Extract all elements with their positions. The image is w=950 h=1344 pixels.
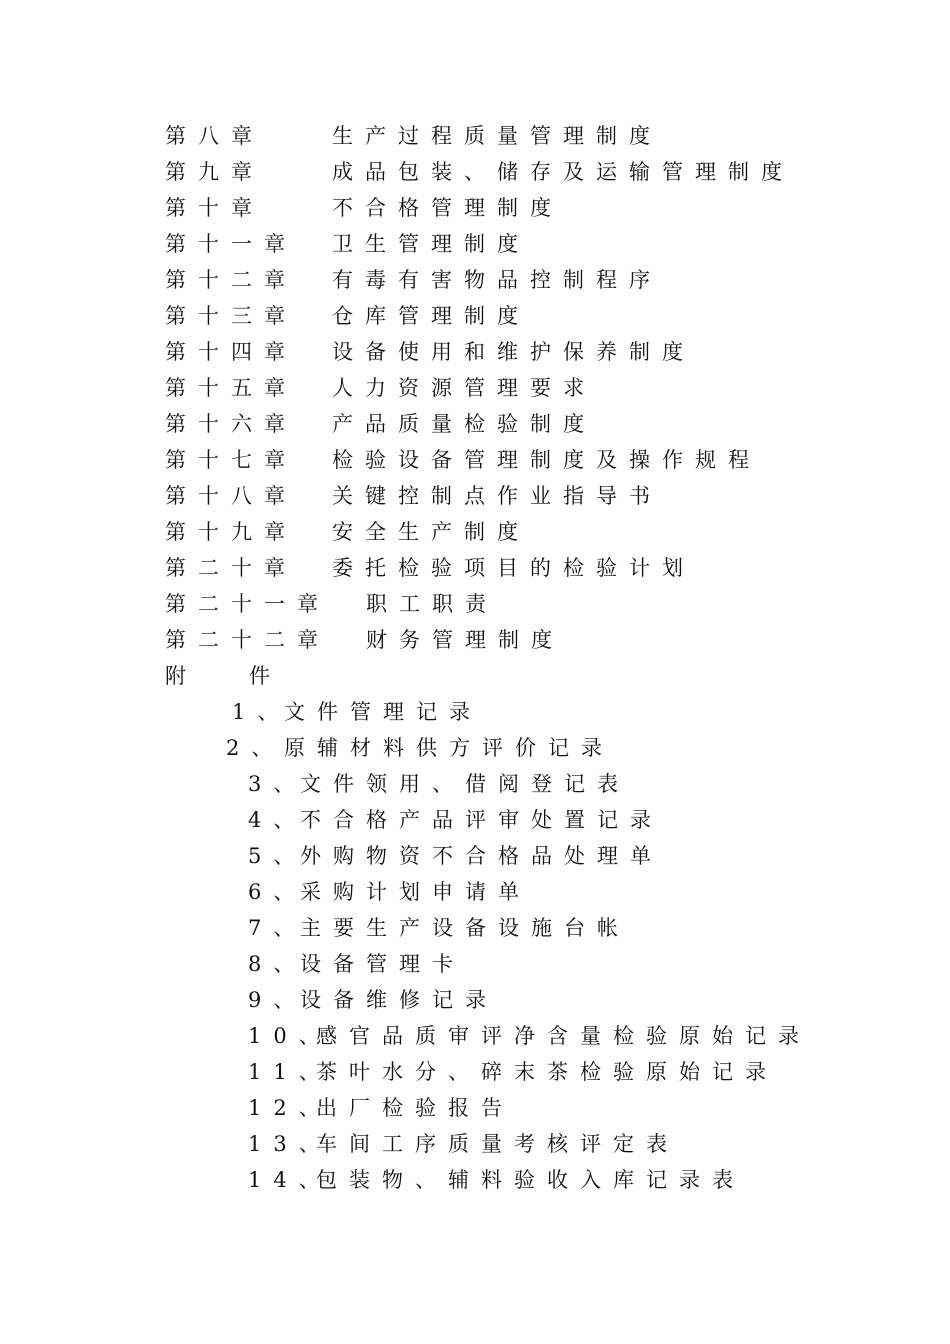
- chapter-title: 成品包装、储存及运输管理制度: [332, 160, 794, 184]
- chapter-title: 委托检验项目的检验计划: [332, 556, 695, 580]
- appendix-item-title: 文件管理记录: [284, 700, 482, 724]
- appendix-item-title: 出厂检验报告: [316, 1096, 514, 1120]
- chapter-title: 安全生产制度: [332, 520, 530, 544]
- appendix-item-title: 原辅材料供方评价记录: [284, 736, 614, 760]
- chapter-title: 设备使用和维护保养制度: [332, 340, 695, 364]
- appendix-item-number: 2、: [226, 736, 285, 760]
- chapter-number: 第十二章: [165, 268, 297, 292]
- appendix-item-number: 1、: [232, 700, 291, 724]
- appendix-heading-char: 附: [165, 664, 198, 688]
- appendix-item-number: 4、: [248, 808, 307, 832]
- appendix-item-title: 包装物、辅料验收入库记录表: [316, 1168, 745, 1192]
- appendix-heading-char: 件: [249, 664, 282, 688]
- chapter-number: 第二十一章: [165, 592, 330, 616]
- appendix-item-title: 外购物资不合格品处理单: [300, 844, 663, 868]
- chapter-number: 第十八章: [165, 484, 297, 508]
- chapter-title: 关键控制点作业指导书: [332, 484, 662, 508]
- chapter-number: 第十章: [165, 196, 264, 220]
- chapter-title: 产品质量检验制度: [332, 412, 596, 436]
- chapter-number: 第九章: [165, 160, 264, 184]
- appendix-item-number: 12、: [248, 1096, 332, 1120]
- appendix-item-number: 7、: [248, 916, 307, 940]
- chapter-number: 第八章: [165, 124, 264, 148]
- appendix-item-title: 主要生产设备设施台帐: [300, 916, 630, 940]
- chapter-number: 第十七章: [165, 448, 297, 472]
- chapter-title: 生产过程质量管理制度: [332, 124, 662, 148]
- appendix-item-number: 8、: [248, 952, 307, 976]
- chapter-title: 财务管理制度: [366, 628, 564, 652]
- appendix-item-number: 3、: [248, 772, 307, 796]
- appendix-item-title: 设备维修记录: [300, 988, 498, 1012]
- chapter-title: 人力资源管理要求: [332, 376, 596, 400]
- chapter-title: 职工职责: [366, 592, 498, 616]
- chapter-number: 第十一章: [165, 232, 297, 256]
- appendix-item-number: 13、: [248, 1132, 332, 1156]
- chapter-number: 第十六章: [165, 412, 297, 436]
- chapter-number: 第二十章: [165, 556, 297, 580]
- chapter-number: 第十九章: [165, 520, 297, 544]
- chapter-title: 卫生管理制度: [332, 232, 530, 256]
- appendix-item-title: 不合格产品评审处置记录: [300, 808, 663, 832]
- appendix-heading: [165, 658, 365, 694]
- appendix-item-title: 茶叶水分、碎末茶检验原始记录: [316, 1060, 778, 1084]
- appendix-item-number: 11、: [248, 1060, 332, 1084]
- chapter-number: 第十五章: [165, 376, 297, 400]
- appendix-item-title: 采购计划申请单: [300, 880, 531, 904]
- chapter-title: 有毒有害物品控制程序: [332, 268, 662, 292]
- chapter-number: 第二十二章: [165, 628, 330, 652]
- appendix-item-title: 感官品质审评净含量检验原始记录: [316, 1024, 811, 1048]
- appendix-item-title: 设备管理卡: [300, 952, 465, 976]
- appendix-item-title: 文件领用、借阅登记表: [300, 772, 630, 796]
- appendix-item-number: 14、: [248, 1168, 332, 1192]
- chapter-number: 第十四章: [165, 340, 297, 364]
- appendix-item-title: 车间工序质量考核评定表: [316, 1132, 679, 1156]
- chapter-title: 不合格管理制度: [332, 196, 563, 220]
- appendix-item-number: 6、: [248, 880, 307, 904]
- appendix-item-number: 5、: [248, 844, 307, 868]
- appendix-item-number: 9、: [248, 988, 307, 1012]
- appendix-item-number: 10、: [248, 1024, 332, 1048]
- chapter-number: 第十三章: [165, 304, 297, 328]
- chapter-title: 检验设备管理制度及操作规程: [332, 448, 761, 472]
- chapter-title: 仓库管理制度: [332, 304, 530, 328]
